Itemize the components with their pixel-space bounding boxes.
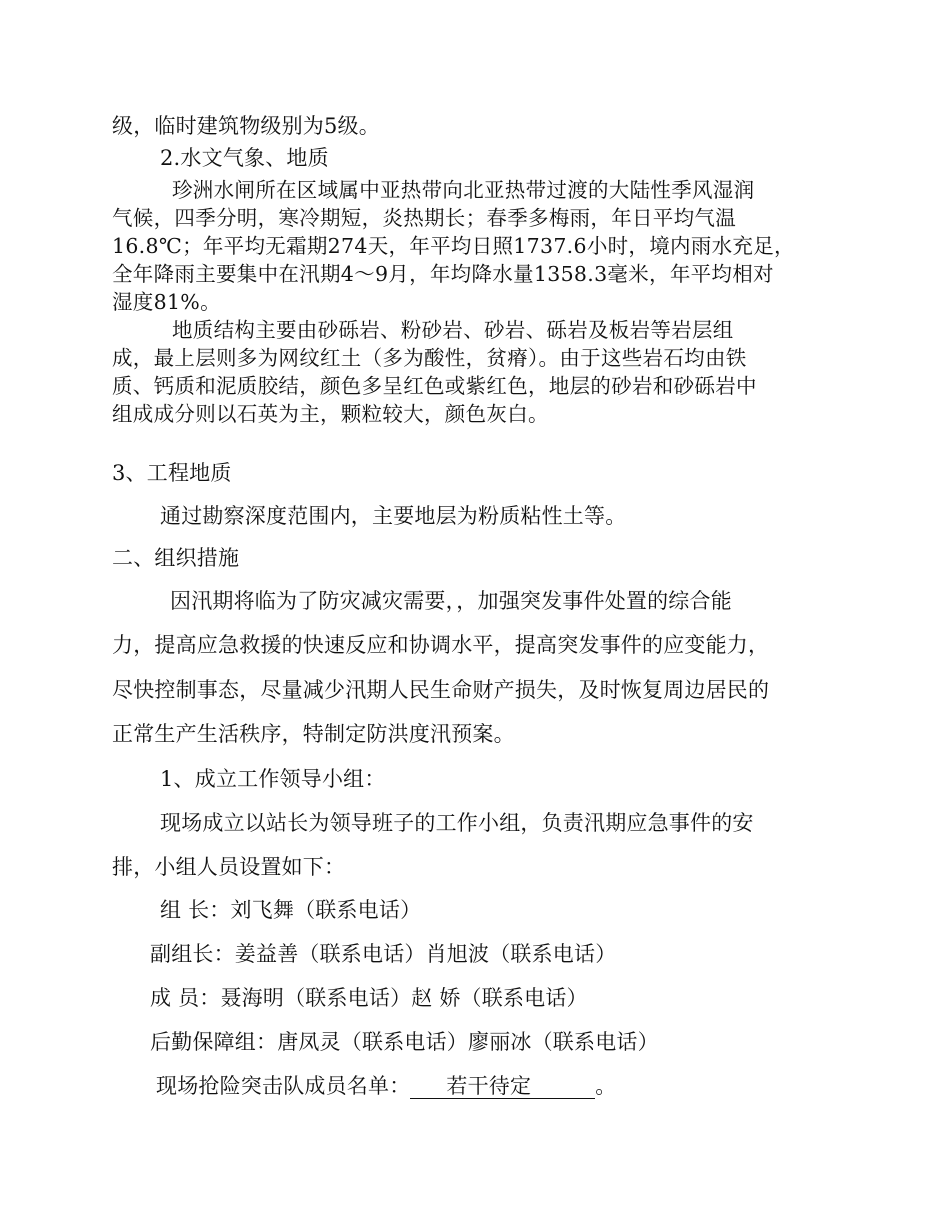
- paragraph-line: 力，提高应急救援的快速反应和协调水平，提高突发事件的应变能力，: [112, 633, 770, 657]
- squad-fill-blank: [410, 1074, 595, 1099]
- paragraph-line: 质、钙质和泥质胶结，颜色多呈红色或紫红色，地层的砂岩和砂砾岩中: [112, 374, 757, 398]
- paragraph-line: 排，小组人员设置如下：: [112, 855, 346, 879]
- section-heading: 3、工程地质: [112, 461, 232, 485]
- members-line: 成 员：聂海明（联系电话）赵 娇（联系电话）: [150, 986, 588, 1010]
- leader-line: 组 长：刘飞舞（联系电话）: [160, 898, 422, 922]
- squad-line: [156, 1072, 616, 1100]
- paragraph-line: 尽快控制事态，尽量减少汛期人民生命财产损失，及时恢复周边居民的: [112, 678, 770, 702]
- paragraph-line: 因汛期将临为了防灾减灾需要，，加强突发事件处置的综合能: [170, 589, 732, 613]
- squad-end: 。: [595, 1074, 617, 1098]
- paragraph-line: 珍洲水闸所在区域属中亚热带向北亚热带过渡的大陆性季风湿润: [172, 178, 755, 202]
- paragraph-line: 湿度81%。: [112, 290, 221, 314]
- paragraph-line: 地质结构主要由砂砾岩、粉砂岩、砂岩、砾岩及板岩等岩层组: [172, 318, 734, 342]
- deputy-leader-line: 副组长：姜益善（联系电话）肖旭波（联系电话）: [150, 942, 617, 966]
- squad-value: 若干待定: [446, 1074, 532, 1098]
- paragraph-line: 组成成分则以石英为主，颗粒较大，颜色灰白。: [112, 402, 549, 426]
- section-heading: 2.水文气象、地质: [160, 146, 329, 170]
- section-heading: 二、组织措施: [112, 546, 240, 570]
- logistics-line: 后勤保障组：唐凤灵（联系电话）廖丽冰（联系电话）: [150, 1030, 659, 1054]
- paragraph-line: 成，最上层则多为网纹红土（多为酸性，贫瘠）。由于这些岩石均由铁: [112, 346, 747, 370]
- paragraph-line: 气候，四季分明，寒冷期短，炎热期长；春季多梅雨，年日平均气温: [112, 206, 736, 230]
- paragraph-line: 通过勘察深度范围内，主要地层为粉质粘性土等。: [160, 504, 627, 528]
- paragraph-line: 16.8℃；年平均无霜期274天，年平均日照1737.6小时，境内雨水充足，: [112, 234, 795, 258]
- paragraph-line: 全年降雨主要集中在汛期4～9月，年均降水量1358.3毫米，年平均相对: [112, 262, 774, 286]
- paragraph-line: 正常生产生活秩序，特制定防洪度汛预案。: [112, 722, 515, 746]
- paragraph-line: 现场成立以站长为领导班子的工作小组，负责汛期应急事件的安: [160, 811, 754, 835]
- paragraph-line: 级，临时建筑物级别为5级。: [112, 114, 380, 138]
- section-heading: 1、成立工作领导小组：: [160, 767, 386, 791]
- squad-label: 现场抢险突击队成员名单：: [156, 1074, 411, 1098]
